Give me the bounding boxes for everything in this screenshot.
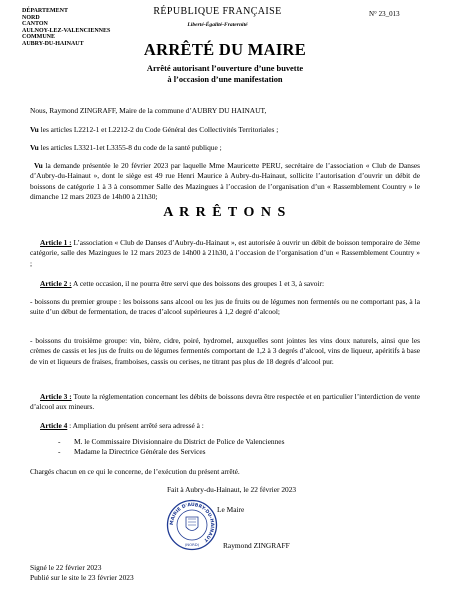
article-text: Toute la réglementation concernant les débits de boissons devra être respectée et en particulier l’interdiction de vente d’alcool aux mineurs. [30, 392, 420, 412]
article-label: Article 1 : [40, 238, 72, 247]
article-2 [30, 279, 420, 289]
header-line: NORD [22, 14, 40, 21]
header-line: DÉPARTEMENT [22, 8, 69, 14]
subtitle-line: à l’occasion d’une manifestation [167, 74, 283, 84]
decree-title: ARRÊTÉ DU MAIRE [143, 40, 307, 59]
vu-label: Vu [30, 125, 39, 134]
article-label: Article 3 : [40, 392, 72, 401]
vu-text: les articles L2212-1 et L2212-2 du Code Général des Collectivités Territoriales ; [38, 125, 279, 134]
closing-statement: Chargés chacun en ce qui le concerne, de l’exécution du présent arrêté. [30, 467, 240, 476]
signature-name: Raymond ZINGRAFF [223, 541, 290, 550]
recipient-item: - Madame la Directrice Générale des Services [58, 447, 206, 457]
mayor-stamp-seal [166, 499, 218, 551]
decree-subtitle [80, 64, 370, 85]
signature-role: Le Maire [217, 505, 245, 514]
signature-place-date: Fait à Aubry-du-Hainaut, le 22 février 2023 [167, 485, 297, 494]
vu-paragraph-1 [30, 125, 420, 135]
republic-motto: Liberté-Égalité-Fraternité [187, 22, 248, 28]
article-1 [30, 238, 420, 269]
header-line: AULNOY-LEZ-VALENCIENNES [22, 27, 111, 34]
mayor-statement: Nous, Raymond ZINGRAFF, Maire de la commune d’AUBRY DU HAINAUT, [30, 106, 267, 115]
header-line: CANTON [22, 21, 48, 28]
publication-footer [30, 563, 230, 583]
vu-paragraph-3 [30, 161, 420, 202]
published-date: Publié sur le site le 23 février 2023 [30, 573, 134, 582]
recipient-text: Madame la Directrice Générale des Services [74, 447, 206, 457]
recipient-item: - M. le Commissaire Divisionnaire du District de Police de Valenciennes [58, 437, 285, 446]
article-4 [30, 421, 420, 431]
recipient-list [58, 437, 418, 458]
stamp-bottom-text: (NORD) [184, 542, 200, 547]
article-3 [30, 392, 420, 413]
decree-number: N° 23_013 [369, 10, 400, 18]
article-2-group-1: - boissons du premier groupe : les boissons sans alcool ou les jus de fruits ou de légumes non fermentés ou ne comportant pas, à la suite d’un début de fermentation, de traces d’alcool supérieures à 1,2 degré d’alcool; [30, 297, 420, 317]
article-2-group-3: - boissons du troisième groupe: vin, bière, cidre, poiré, hydromel, auxquelles sont jointes les vins doux naturels, ainsi que les crèmes de cassis et les jus de fruits ou de légumes fermentés comportant de 1,2 à 3 degrés d’alcool, vins de liqueur, apéritifs à base de vin et liqueurs de fraises, framboises, cassis ou cerises, ne titrant pas plus de 18 degrés d’alcool pur. [30, 336, 420, 366]
vu-paragraph-2 [30, 143, 420, 153]
vu-text: la demande présentée le 20 février 2023 par laquelle Mme Mauricette PERU, secrétaire de l’association « Club de Danses d’Aubry-du-Hainaut », dont le siège est 49 rue Henri Maurice à Aubry-du-Hainaut, sollicite l’autorisation d’ouvrir un débit de boissons de catégorie 1 à 3 à consommer Salle des Mazingues à l’occasion de l’organisation d’un « Rassemblement Country » le dimanche 12 mars 2023 de 14h00 à 21h30; [30, 161, 420, 201]
stamp-text: MAIRIE D'AUBRY-DU-HAINAUT [169, 502, 215, 543]
article-label: Article 2 : [40, 279, 72, 288]
vu-label: Vu [34, 161, 43, 170]
header-line: COMMUNE [22, 34, 55, 41]
signed-date: Signé le 22 février 2023 [30, 563, 102, 572]
svg-text:MAIRIE D'AUBRY-DU-HAINAUT [169, 502, 215, 544]
recipient-text: M. le Commissaire Divisionnaire du District de Police de Valenciennes [74, 437, 285, 446]
article-label: Article 4 [40, 421, 68, 430]
vu-text: les articles L3321-1et L3355-8 du code de la santé publique ; [38, 143, 222, 152]
article-text: L’association « Club de Danses d’Aubry-du-Hainaut », est autorisée à ouvrir un débit de boisson temporaire de 3ème catégorie, salle des Mazingues le 12 mars 2023 de 14h00 à 21h30, à l’occasion de l’organisation d’un « Rassemblement Country » ; [30, 238, 420, 268]
article-text: : Ampliation du présent arrêté sera adressé à : [67, 421, 204, 430]
arretons-heading: A R R Ê T O N S [163, 205, 287, 220]
republic-title: RÉPUBLIQUE FRANÇAISE [153, 6, 282, 17]
header-line: AUBRY-DU-HAINAUT [22, 40, 84, 47]
vu-label: Vu [30, 143, 39, 152]
subtitle-line: Arrêté autorisant l’ouverture d’une buvette [146, 64, 304, 73]
article-text: A cette occasion, il ne pourra être servi que des boissons des groupes 1 et 3, à savoir: [71, 279, 325, 288]
